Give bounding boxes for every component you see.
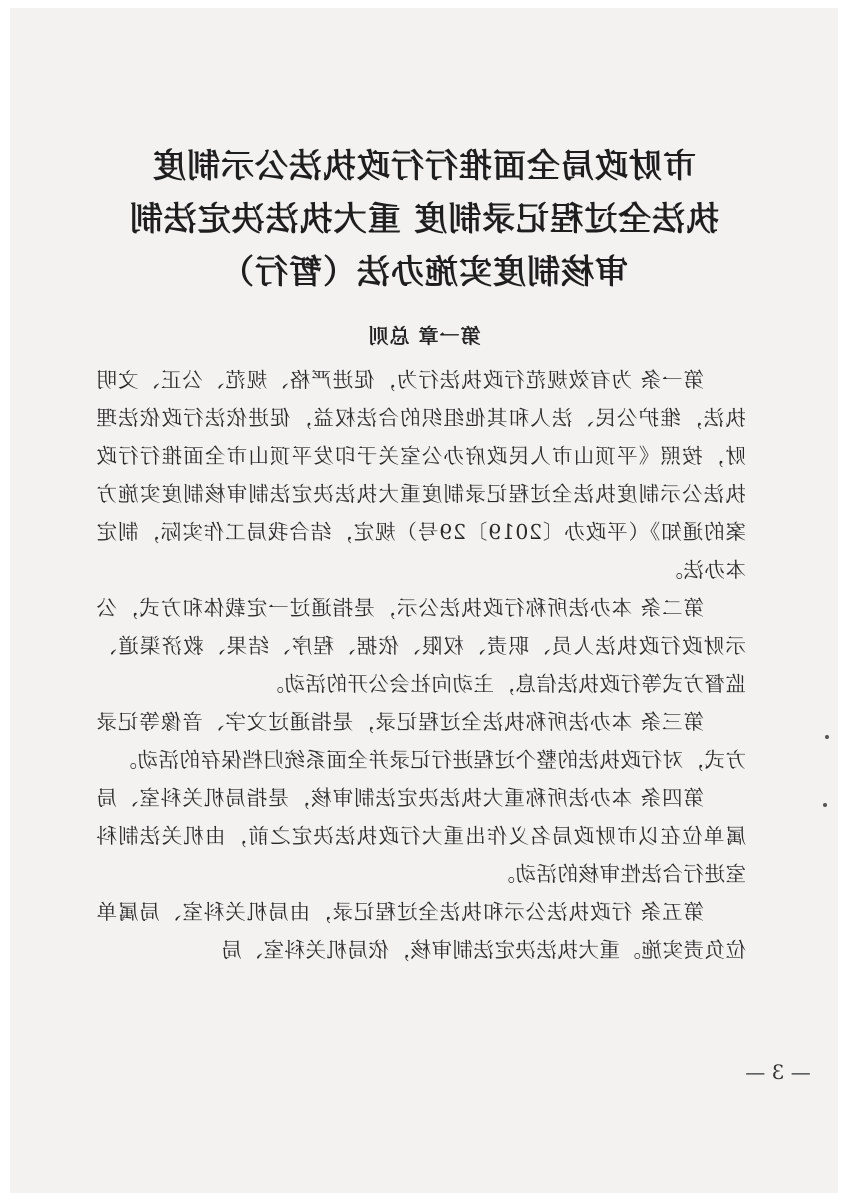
- article-2: 第二条 本办法所称行政执法公示，是指通过一定载体和方式，公示财政行政执法人员、职责、权限、依据、程序、结果、救济渠道、监督方式等行政执法信息，主动向社会公开的活动。: [96, 596, 746, 696]
- body-text: [96, 361, 746, 969]
- title-line-1: 市财政局全面推行行政执法公示制度: [152, 146, 696, 185]
- mirrored-page-content: [10, 8, 838, 1193]
- article-3: 第三条 本办法所称执法全过程记录，是指通过文字、音像等记录方式，对行政执法的整个过程进行记录并全面系统归档保存的活动。: [96, 710, 746, 772]
- article-4: 第四条 本办法所称重大执法决定法制审核，是指局机关科室、局属单位在以市财政局名义作出重大行政执法决定之前，由机关法制科室进行合法性审核的活动。: [96, 786, 746, 886]
- title-line-2: 执法全过程记录制度 重大执法决定法制: [128, 199, 720, 238]
- title-line-3: 审核制度实施办法（暂行）: [220, 252, 628, 291]
- chapter-heading: 第一章 总则: [367, 324, 481, 348]
- page-number: — 3 —: [745, 1060, 811, 1084]
- document-page: [10, 8, 838, 1193]
- margin-dot: [823, 803, 827, 807]
- article-1: 第一条 为有效规范行政执法行为，促进严格、规范、公正、文明执法，维护公民、法人和其他组织的合法权益，促进依法行政依法理财，按照《平顶山市人民政府办公室关于印发平顶山市全面推行行政执法公示制度执法全过程记录制度重大执法决定法制审核制度实施方案的通知》（平政办〔2019〕29号）规定，结合我局工作实际，制定本办法。: [96, 368, 746, 582]
- margin-dot: [825, 735, 829, 739]
- article-5: 第五条 行政执法公示和执法全过程记录，由局机关科室、局属单位负责实施。重大执法决定法制审核，依局机关科室、局: [96, 900, 746, 962]
